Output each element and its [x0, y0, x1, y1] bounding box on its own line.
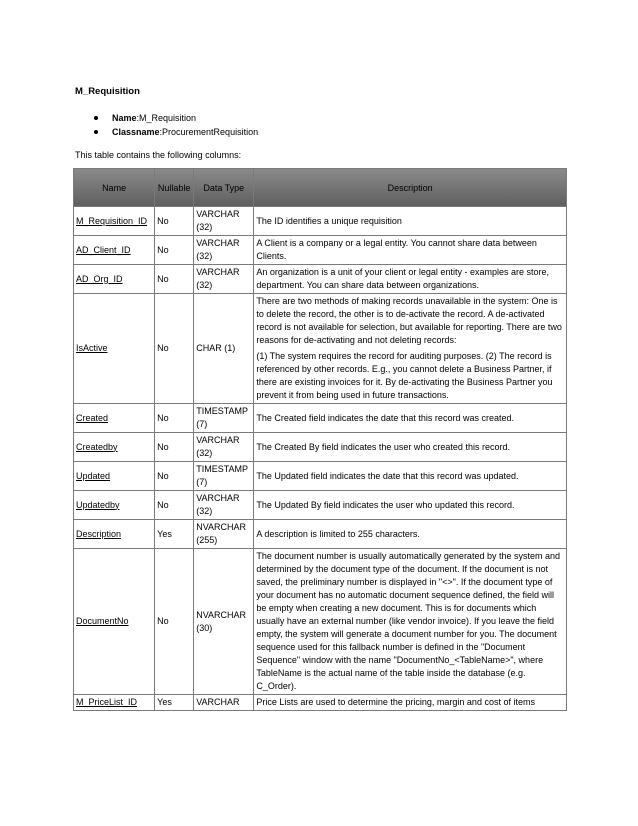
table-row [74, 265, 566, 293]
table-row [74, 433, 566, 461]
description-cell [254, 294, 566, 403]
table-row [74, 404, 566, 432]
nullable-cell: No [155, 294, 193, 403]
data-type-cell: TIMESTAMP (7) [194, 404, 253, 432]
data-type-cell: NVARCHAR (255) [194, 520, 253, 548]
data-type-cell: VARCHAR (32) [194, 433, 253, 461]
table-row [74, 520, 566, 548]
property-item-name [92, 111, 258, 125]
property-item-classname [92, 125, 258, 139]
header-nullable: Nullable [155, 169, 193, 206]
nullable-cell: No [155, 549, 193, 694]
description-cell [254, 236, 566, 264]
data-type-cell: VARCHAR (32) [194, 236, 253, 264]
description-cell [254, 265, 566, 293]
description-cell [254, 549, 566, 694]
table-row [74, 207, 566, 235]
columns-table [73, 168, 567, 711]
description-text: The document number is usually automatically generated by the system and determined by the document type of the document. If the document is not saved, the preliminary number is displayed in "<>". If the document type of your document has no automatic document sequence defined, the field will be empty when creating a new document. This is for documents which usually have an external number (like vendor invoice). If you leave the field empty, the system will generate a document number for you. The document sequence used for this fallback number is defined in the "Document Sequence" window with the name "DocumentNo_<TableName>", where TableName is the actual name of the table inside the database (e.g. C_Order). [256, 551, 560, 691]
column-name: Createdby [74, 433, 154, 461]
data-type-cell: CHAR (1) [194, 294, 253, 403]
table-header-row [74, 169, 566, 206]
description-text: There are two methods of making records unavailable in the system: One is to delete the record, the other is to de-activate the record. A de-activated record is not available for selection, but available for reporting. There are two reasons for de-activating and not deleting records: [256, 296, 562, 345]
description-text: The Updated By field indicates the user who updated this record. [256, 499, 515, 510]
column-name: AD_Client_ID [74, 236, 154, 264]
nullable-cell: No [155, 404, 193, 432]
nullable-cell: Yes [155, 695, 193, 710]
nullable-cell: No [155, 491, 193, 519]
nullable-cell: No [155, 433, 193, 461]
page-title: M_Requisition [75, 86, 140, 97]
property-key: Classname [112, 127, 160, 137]
header-name: Name [74, 169, 154, 206]
column-name: Created [74, 404, 154, 432]
column-name: DocumentNo [74, 549, 154, 694]
table-row [74, 549, 566, 694]
data-type-cell: VARCHAR (32) [194, 207, 253, 235]
property-key: Name [112, 113, 137, 123]
table-row [74, 695, 566, 710]
description-text: (1) The system requires the record for auditing purposes. (2) The record is referenced by other records. E.g., you cannot delete a Business Partner, if there are existing invoices for it. By de-activating the Business Partner you prevent it from being used in future transactions. [256, 351, 553, 400]
nullable-cell: No [155, 265, 193, 293]
data-type-cell: VARCHAR [194, 695, 253, 710]
property-value: :M_Requisition [136, 113, 197, 123]
column-name: M_PriceList_ID [74, 695, 154, 710]
column-name: AD_Org_ID [74, 265, 154, 293]
column-name: IsActive [74, 294, 154, 403]
intro-text: This table contains the following columns: [75, 150, 242, 160]
table-row [74, 294, 566, 403]
description-cell [254, 520, 566, 548]
description-text: The ID identifies a unique requisition [256, 215, 402, 226]
column-name: Description [74, 520, 154, 548]
description-cell [254, 491, 566, 519]
description-text: A Client is a company or a legal entity. You cannot share data between Clients. [256, 238, 537, 261]
column-name: Updatedby [74, 491, 154, 519]
description-text: The Created field indicates the date that this record was created. [256, 412, 514, 423]
nullable-cell: No [155, 236, 193, 264]
table-row [74, 462, 566, 490]
description-cell [254, 462, 566, 490]
data-type-cell: VARCHAR (32) [194, 265, 253, 293]
description-text: The Created By field indicates the user who created this record. [256, 441, 510, 452]
description-text: An organization is a unit of your client or legal entity - examples are store, department. You can share data between organizations. [256, 267, 549, 290]
description-cell [254, 404, 566, 432]
description-cell [254, 207, 566, 235]
data-type-cell: VARCHAR (32) [194, 491, 253, 519]
description-cell [254, 433, 566, 461]
property-list [92, 111, 258, 139]
column-name: M_Requisition_ID [74, 207, 154, 235]
header-description: Description [254, 169, 566, 206]
data-type-cell: TIMESTAMP (7) [194, 462, 253, 490]
nullable-cell: No [155, 207, 193, 235]
table-row [74, 236, 566, 264]
description-cell [254, 695, 566, 710]
description-text: A description is limited to 255 characters. [256, 528, 420, 539]
column-name: Updated [74, 462, 154, 490]
nullable-cell: Yes [155, 520, 193, 548]
nullable-cell: No [155, 462, 193, 490]
header-data-type: Data Type [194, 169, 253, 206]
property-value: :ProcurementRequisition [159, 127, 259, 137]
table-row [74, 491, 566, 519]
description-text: Price Lists are used to determine the pricing, margin and cost of items [256, 697, 535, 707]
data-type-cell: NVARCHAR (30) [194, 549, 253, 694]
description-text: The Updated field indicates the date that this record was updated. [256, 470, 519, 481]
